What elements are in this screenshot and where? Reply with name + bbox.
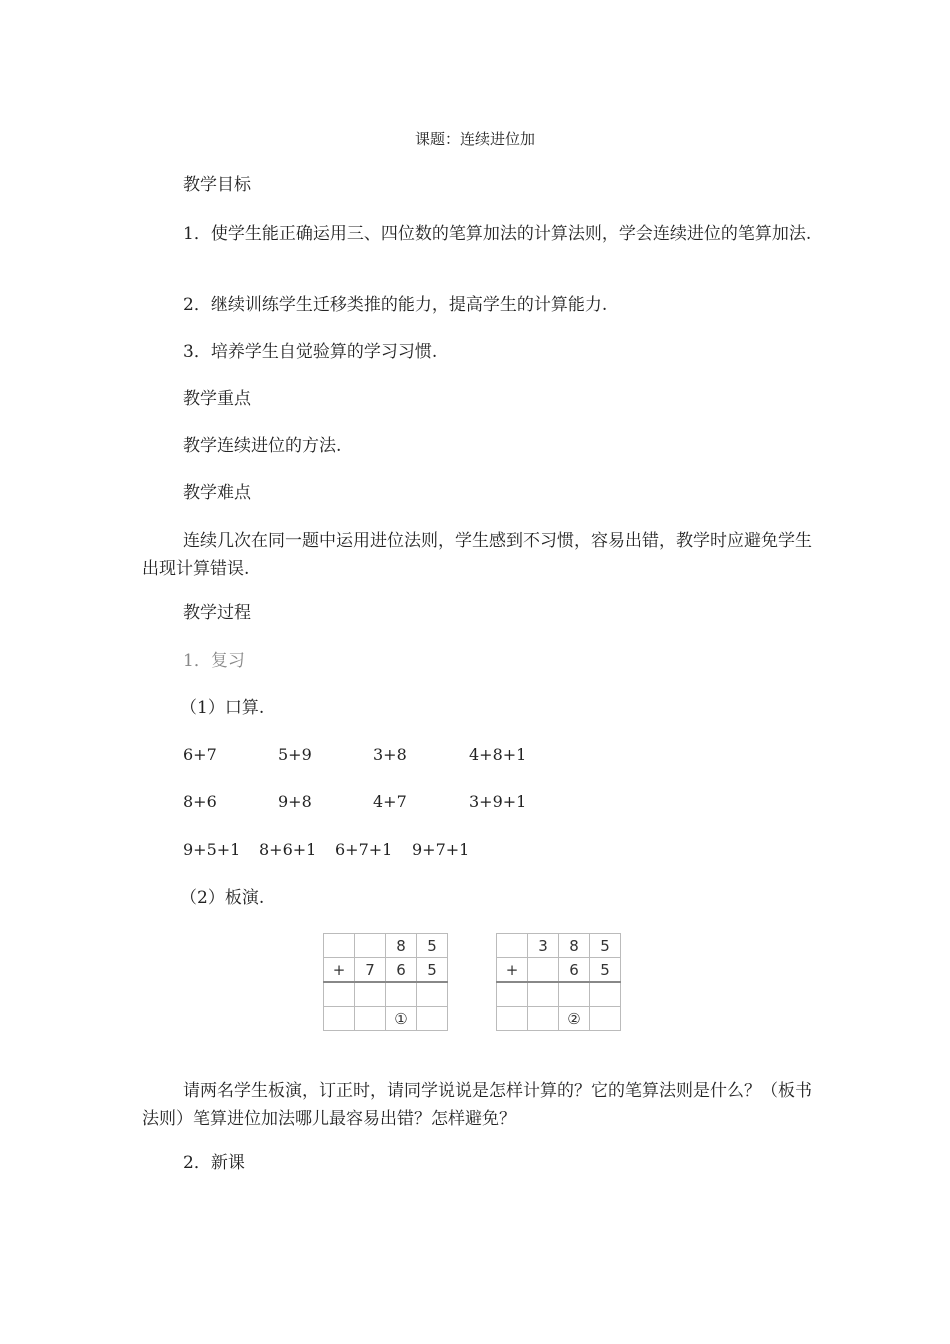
oral-expr: 6+7 [183,745,217,764]
grid-cell: 5 [590,958,621,983]
grid-cell [417,982,448,1007]
grid-cell [497,934,528,958]
oral-expr: 6+7+1 [335,840,393,859]
oral-expr: 4+7 [373,792,407,811]
grid-cell [355,982,386,1007]
vertical-addition-grid-2 [496,933,621,1031]
grid-cell: 8 [386,934,417,958]
oral-expr: 8+6+1 [259,840,317,859]
grid-cell [355,934,386,958]
grid-cell: 5 [590,934,621,958]
grid-cell: 3 [528,934,559,958]
grid-cell [324,982,355,1007]
grid-cell [355,1007,386,1031]
oral-expr: 9+8 [278,792,312,811]
key-text: 教学连续进位的方法. [183,436,342,456]
review-heading: 1．复习 [183,651,245,671]
grid-cell [324,1007,355,1031]
key-heading: 教学重点 [183,389,251,409]
oral-expr: 8+6 [183,792,217,811]
oral-expr: 3+8 [373,745,407,764]
page-title: 课题：连续进位加 [414,130,535,148]
new-lesson-heading: 2．新课 [183,1153,245,1173]
grid-cell: + [497,958,528,983]
objective-1: 1．使学生能正确运用三、四位数的笔算加法的计算法则，学会连续进位的笔算加法. [183,224,812,244]
grid-cell: 8 [559,934,590,958]
grid-cell [528,1007,559,1031]
grid-cell [528,958,559,983]
grid-cell: 5 [417,934,448,958]
grid-cell [497,982,528,1007]
oral-expr: 4+8+1 [469,745,527,764]
difficulty-heading: 教学难点 [183,483,251,503]
grid-cell [497,1007,528,1031]
grid-cell [417,1007,448,1031]
oral-expr: 9+5+1 [183,840,241,859]
objectives-heading: 教学目标 [183,175,251,195]
grid-cell: + [324,958,355,983]
grid-cell: 6 [559,958,590,983]
objective-2: 2．继续训练学生迁移类推的能力，提高学生的计算能力. [183,295,608,315]
grid-cell [324,934,355,958]
problem-number: ① [386,1007,417,1031]
oral-expr: 3+9+1 [469,792,527,811]
vertical-addition-grid-1 [323,933,448,1031]
oral-expr: 5+9 [278,745,312,764]
difficulty-text: 连续几次在同一题中运用进位法则，学生感到不习惯，容易出错，教学时应避免学生出现计算错误. [142,531,812,579]
grid-cell [386,982,417,1007]
oral-expr: 9+7+1 [412,840,470,859]
objective-3: 3．培养学生自觉验算的学习习惯. [183,342,438,362]
grid-cell: 5 [417,958,448,983]
problem-number: ② [559,1007,590,1031]
board-note: 请两名学生板演，订正时，请同学说说是怎样计算的？它的笔算法则是什么？（板书法则）笔算进位加法哪儿最容易出错？怎样避免？ [142,1081,812,1129]
grid-cell [590,982,621,1007]
grid-cell [559,982,590,1007]
board-heading: （2）板演. [180,888,265,908]
oral-heading: （1）口算. [180,698,265,718]
grid-cell [528,982,559,1007]
grid-cell: 7 [355,958,386,983]
process-heading: 教学过程 [183,603,251,623]
grid-cell [590,1007,621,1031]
grid-cell: 6 [386,958,417,983]
